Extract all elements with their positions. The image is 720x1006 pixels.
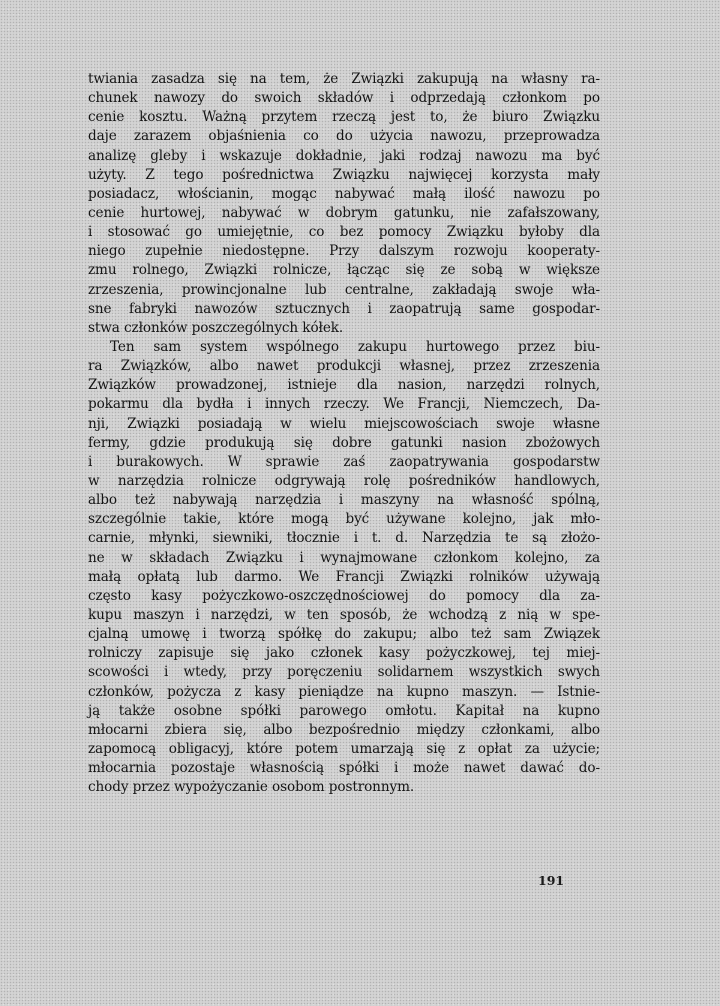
text-line: zmu rolnego, Związki rolnicze, łącząc się ze sobą w większe bbox=[88, 262, 600, 279]
text-line: stwa członków poszczególnych kółek. bbox=[88, 319, 344, 336]
text-line: analizę gleby i wskazuje dokładnie, jaki rodzaj nawozu ma być bbox=[88, 147, 600, 164]
text-line: twiania zasadza się na tem, że Związki zakupują na własny ra- bbox=[88, 71, 600, 87]
text-line: Ten sam system wspólnego zakupu hurtowego przez biu- bbox=[110, 338, 600, 355]
text-line: zrzeszenia, prowincjonalne lub centralne, zakładają swoje wła- bbox=[88, 281, 600, 298]
text-line: ne w składach Związku i wynajmowane członkom kolejno, za bbox=[88, 549, 600, 566]
text-line: pokarmu dla bydła i innych rzeczy. We Francji, Niemczech, Da- bbox=[88, 396, 600, 413]
text-line: daje zarazem objaśnienia co do użycia nawozu, przeprowadza bbox=[88, 128, 600, 145]
text-line: Związków prowadzonej, istnieje dla nasion, narzędzi rolnych, bbox=[88, 377, 600, 394]
text-line: posiadacz, włościanin, mogąc nabywać małą ilość nawozu po bbox=[88, 185, 600, 202]
text-line: często kasy pożyczkowo-oszczędnościowej do pomocy dla za- bbox=[88, 587, 600, 604]
page-number: 191 bbox=[538, 873, 565, 888]
text-line: scowości i wtedy, przy poręczeniu solidarnem wszystkich swych bbox=[88, 664, 600, 681]
text-line: zapomocą obligacyj, które potem umarzają się z opłat za użycie; bbox=[88, 740, 600, 757]
text-line: nji, Związki posiadają w wielu miejscowościach swoje własne bbox=[88, 415, 600, 432]
text-line: młocarni zbiera się, albo bezpośrednio między członkami, albo bbox=[88, 721, 600, 738]
text-line: albo też nabywają narzędzia i maszyny na własność spólną, bbox=[88, 492, 600, 509]
text-line: chunek nawozy do swoich składów i odprzedają członkom po bbox=[88, 90, 600, 107]
text-line: ra Związków, albo nawet produkcji własnej, przez zrzeszenia bbox=[88, 358, 600, 375]
text-line: sne fabryki nawozów sztucznych i zaopatrują same gospodar- bbox=[88, 300, 600, 317]
text-line: i burakowych. W sprawie zaś zaopatrywania gospodarstw bbox=[88, 453, 600, 470]
text-line: i stosować go umiejętnie, co bez pomocy Związku byłoby dla bbox=[88, 224, 600, 241]
text-line: cjalną umowę i tworzą spółkę do zakupu; albo też sam Związek bbox=[88, 626, 600, 643]
text-line: użyty. Z tego pośrednictwa Związku najwięcej korzysta mały bbox=[88, 166, 600, 183]
body-text bbox=[88, 70, 600, 797]
text-line: szczególnie takie, które mogą być używane kolejno, jak mło- bbox=[88, 511, 600, 528]
text-line: cenie hurtowej, nabywać w dobrym gatunku, nie zafałszowany, bbox=[88, 204, 600, 221]
text-line: niego zupełnie niedostępne. Przy dalszym rozwoju kooperaty- bbox=[88, 243, 600, 260]
text-line: członków, pożycza z kasy pieniądze na kupno maszyn. — Istnie- bbox=[88, 683, 600, 700]
text-line: carnie, młynki, siewniki, tłocznie i t. d. Narzędzia te są złożo- bbox=[88, 530, 600, 547]
text-line: cenie kosztu. Ważną przytem rzeczą jest to, że biuro Związku bbox=[88, 109, 600, 126]
paragraph-2 bbox=[88, 338, 600, 797]
paragraph-1 bbox=[88, 70, 600, 338]
text-line: fermy, gdzie produkują się dobre gatunki nasion zbożowych bbox=[88, 434, 600, 451]
text-line: małą opłatą lub darmo. We Francji Związki rolników używają bbox=[88, 568, 600, 585]
text-line: chody przez wypożyczanie osobom postronnym. bbox=[88, 779, 415, 796]
text-line: młocarnia pozostaje własnością spółki i może nawet dawać do- bbox=[88, 760, 600, 777]
text-line: w narzędzia rolnicze odgrywają rolę pośredników handlowych, bbox=[88, 472, 600, 489]
text-line: kupu maszyn i narzędzi, w ten sposób, że wchodzą z nią w spe- bbox=[88, 606, 600, 623]
text-line: rolniczy zapisuje się jako członek kasy pożyczkowej, tej miej- bbox=[88, 645, 600, 662]
text-line: ją także osobne spółki parowego omłotu. Kapitał na kupno bbox=[88, 702, 600, 719]
